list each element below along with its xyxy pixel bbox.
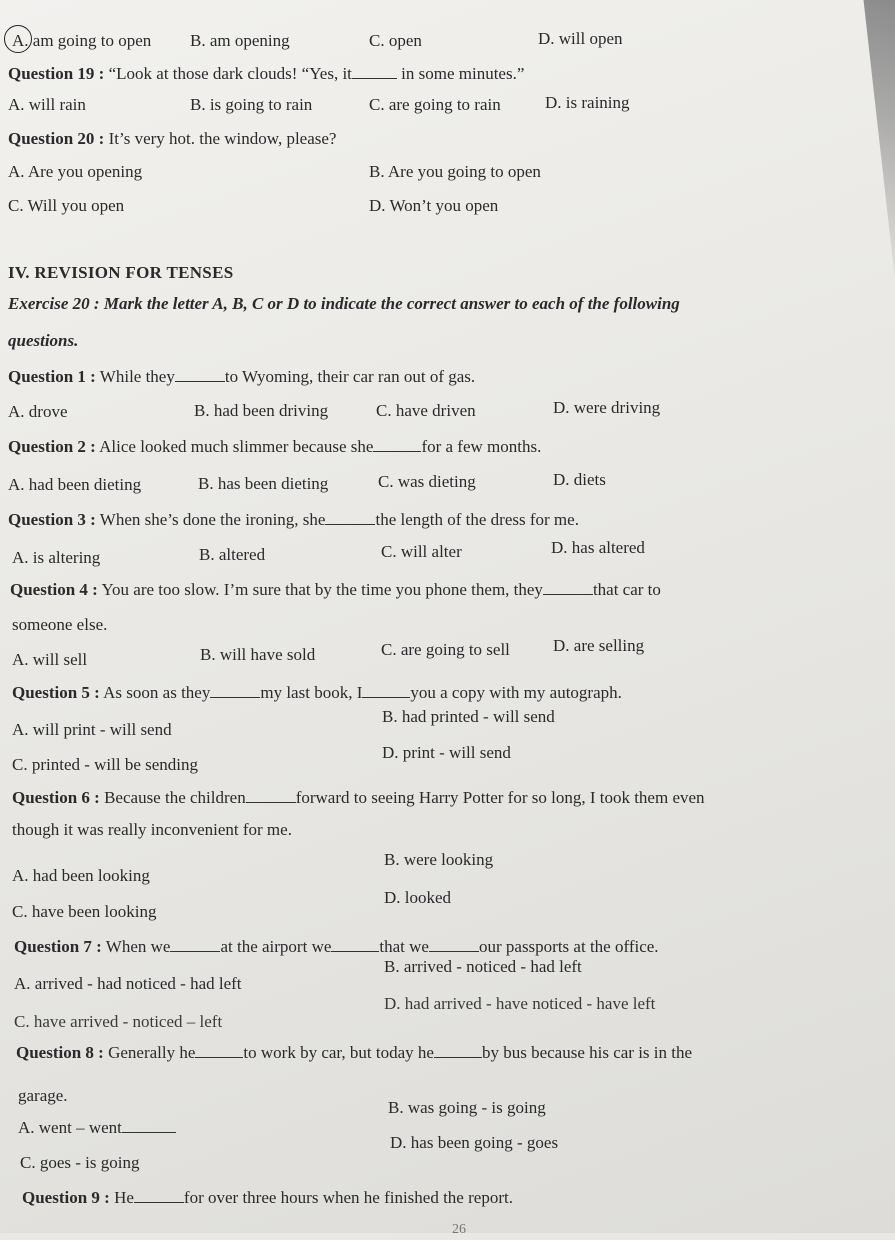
question-label: Question 5 :: [12, 683, 100, 702]
option-a: A. drove: [8, 402, 68, 421]
answer-blank: [352, 65, 397, 79]
question-text: to Wyoming, their car ran out of gas.: [224, 367, 476, 386]
option-c: C. goes - is going: [20, 1153, 140, 1172]
option-a: A. will rain: [8, 95, 86, 114]
page-number: 26: [452, 1222, 466, 1237]
option-b: B. were looking: [384, 850, 494, 869]
answer-blank: [246, 789, 296, 803]
question-text: my last book, I: [260, 683, 363, 702]
question-text: for over three hours when he finished the report.: [183, 1188, 513, 1207]
answer-blank: [434, 1044, 482, 1058]
option-c: C. printed - will be sending: [12, 755, 199, 774]
option-c: C. are going to rain: [369, 95, 501, 114]
option-c: C. have driven: [376, 401, 476, 420]
question-8: [16, 1043, 692, 1063]
exercise-instruction-cont: questions.: [8, 331, 79, 350]
answer-blank: [429, 938, 479, 952]
option-c: C. was dieting: [378, 472, 476, 491]
answer-blank: [170, 938, 220, 952]
question-label: Question 3 :: [8, 510, 96, 529]
question-text: the length of the dress for me.: [375, 510, 579, 529]
page-shadow: [825, 0, 895, 280]
option-d: D. diets: [553, 470, 606, 489]
question-19: [8, 64, 524, 84]
question-label: Question 4 :: [10, 580, 98, 599]
question-text: our passports at the office.: [478, 937, 659, 956]
question-text: for a few months.: [421, 437, 542, 456]
question-5: [12, 683, 622, 703]
question-text: that we: [379, 937, 429, 956]
option-a: A. had been dieting: [8, 475, 142, 494]
question-3: [8, 510, 579, 530]
question-text: Because the children: [104, 788, 246, 807]
answer-blank: [175, 368, 225, 382]
option-b: B. has been dieting: [198, 474, 329, 493]
question-text: When we: [105, 937, 171, 956]
question-text: you a copy with my autograph.: [410, 683, 622, 702]
answer-blank: [325, 511, 375, 525]
question-4: [10, 580, 661, 600]
question-text: at the airport we: [220, 937, 332, 956]
question-6: [12, 788, 705, 808]
option-b: B. was going - is going: [388, 1098, 546, 1117]
question-7: [14, 937, 659, 957]
option-a: A. is altering: [12, 548, 101, 567]
question-4-cont: someone else.: [12, 615, 108, 634]
question-text: by bus because his car is in the: [481, 1043, 693, 1062]
option-a: A. had been looking: [12, 866, 150, 885]
option-a: [18, 1118, 176, 1138]
question-label: Question 8 :: [16, 1043, 104, 1062]
option-a: A. am going to open: [12, 31, 152, 50]
option-c: C. have been looking: [12, 902, 157, 921]
option-d: D. has altered: [551, 538, 645, 557]
question-text: You are too slow. I’m sure that by the time you phone them, they: [101, 580, 543, 599]
option-d: D. had arrived - have noticed - have left: [384, 994, 656, 1013]
option-b: B. am opening: [190, 31, 290, 50]
question-label: Question 20 :: [8, 129, 105, 148]
question-6-cont: though it was really inconvenient for me.: [12, 820, 292, 839]
question-text: It’s very hot. the window, please?: [108, 129, 337, 148]
question-label: Question 9 :: [22, 1188, 110, 1207]
option-c: C. are going to sell: [381, 640, 510, 659]
question-label: Question 19 :: [8, 64, 105, 83]
option-a: A. will print - will send: [12, 720, 172, 739]
question-text: “Look at those dark clouds! “Yes, it: [108, 64, 352, 83]
option-d: D. were driving: [553, 398, 661, 417]
question-label: Question 7 :: [14, 937, 102, 956]
question-20: [8, 129, 336, 149]
option-d: D. print - will send: [382, 743, 511, 762]
answer-blank: [122, 1119, 176, 1133]
option-a: A. will sell: [12, 650, 88, 669]
option-d: D. is raining: [545, 93, 630, 112]
question-label: Question 1 :: [8, 367, 96, 386]
option-d: D. has been going - goes: [390, 1133, 559, 1152]
answer-blank: [331, 938, 379, 952]
question-label: Question 6 :: [12, 788, 100, 807]
option-b: B. will have sold: [200, 645, 316, 664]
question-text: that car to: [592, 580, 661, 599]
option-d: D. will open: [538, 29, 623, 48]
answer-blank: [543, 581, 593, 595]
option-b: B. altered: [199, 545, 266, 564]
question-text: Generally he: [108, 1043, 196, 1062]
question-2: [8, 437, 541, 457]
question-text: Alice looked much slimmer because she: [99, 437, 374, 456]
question-text: forward to seeing Harry Potter for so long, I took them even: [295, 788, 705, 807]
answer-blank: [362, 684, 410, 698]
answer-blank: [210, 684, 260, 698]
exercise-instruction: Exercise 20 : Mark the letter A, B, C or D to indicate the correct answer to each of the following: [8, 294, 680, 313]
option-b: B. had been driving: [194, 401, 329, 420]
option-c: C. have arrived - noticed – left: [14, 1012, 223, 1031]
question-text: While they: [99, 367, 175, 386]
option-d: D. looked: [384, 888, 452, 907]
option-d: D. Won’t you open: [369, 196, 499, 215]
option-c: C. open: [369, 31, 422, 50]
option-b: B. had printed - will send: [382, 707, 555, 726]
answer-blank: [373, 438, 421, 452]
answer-blank: [195, 1044, 243, 1058]
question-text: When she’s done the ironing, she: [99, 510, 326, 529]
option-a: A. arrived - had noticed - had left: [14, 974, 242, 993]
option-c: C. Will you open: [8, 196, 125, 215]
option-c: C. will alter: [381, 542, 462, 561]
option-b: B. Are you going to open: [369, 162, 541, 181]
section-title: IV. REVISION FOR TENSES: [8, 263, 234, 282]
question-label: Question 2 :: [8, 437, 96, 456]
option-a: A. Are you opening: [8, 162, 143, 181]
option-b: B. arrived - noticed - had left: [384, 957, 582, 976]
question-text: in some minutes.”: [401, 64, 525, 83]
answer-blank: [134, 1189, 184, 1203]
question-text: As soon as they: [103, 683, 211, 702]
option-b: B. is going to rain: [190, 95, 313, 114]
question-text: He: [114, 1188, 134, 1207]
question-text: to work by car, but today he: [243, 1043, 434, 1062]
question-8-cont: garage.: [18, 1086, 68, 1105]
option-d: D. are selling: [553, 636, 645, 655]
question-9: [22, 1188, 513, 1208]
question-1: [8, 367, 475, 387]
option-text: A. went – went: [18, 1118, 122, 1137]
